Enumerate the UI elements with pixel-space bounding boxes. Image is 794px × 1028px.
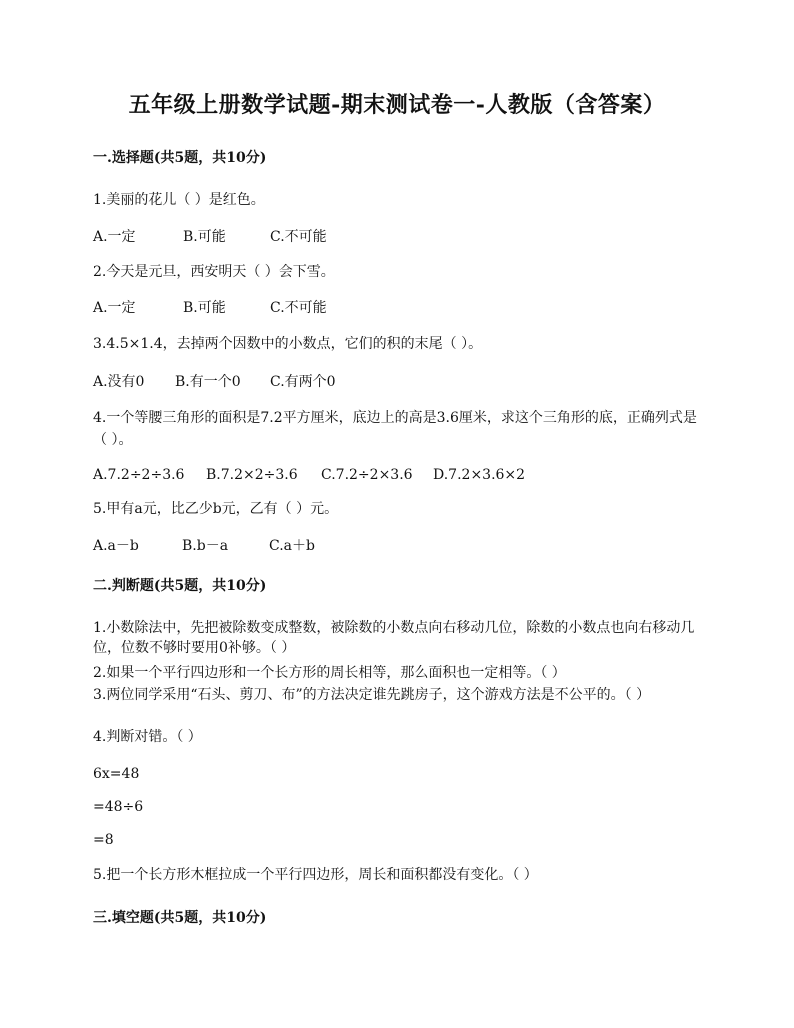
choice-question-5: 5.甲有a元，比乙少b元，乙有（ ）元。 [93,501,339,517]
choice-options-5 [93,536,713,556]
option-b: B.b－a [182,538,229,554]
option-a: A.没有0 [93,374,145,390]
option-b: B.可能 [183,229,226,245]
choice-options-1 [93,227,713,247]
choice-options-4 [93,465,713,485]
option-a: A.一定 [93,300,136,316]
option-c: C.有两个0 [270,374,336,390]
judgement-question-1: 1.小数除法中，先把被除数变成整数，被除数的小数点向右移动几位，除数的小数点也向右移动几位，位数不够时要用0补够。（ ） [93,620,695,656]
option-c: C.7.2÷2×3.6 [321,467,413,483]
choice-question-1: 1.美丽的花儿（ ）是红色。 [93,192,265,208]
page-title: 五年级上册数学试题-期末测试卷一-人教版（含答案） [128,92,666,118]
judgement-question-2: 2.如果一个平行四边形和一个长方形的周长相等，那么面积也一定相等。（ ） [93,665,566,681]
section-heading-judgement: 二.判断题(共5题，共10分) [93,578,267,594]
option-a: A.a－b [93,538,139,554]
choice-question-2: 2.今天是元旦，西安明天（ ）会下雪。 [93,264,335,280]
option-b: B.7.2×2÷3.6 [206,467,298,483]
option-c: C.不可能 [270,300,327,316]
judgement-question-5: 5.把一个长方形木框拉成一个平行四边形，周长和面积都没有变化。（ ） [93,867,538,883]
option-c: C.a＋b [269,538,315,554]
option-a: A.一定 [93,229,136,245]
option-a: A.7.2÷2÷3.6 [93,467,185,483]
option-b: B.有一个0 [175,374,241,390]
option-b: B.可能 [183,300,226,316]
judgement-question-4: 4.判断对错。（ ） [93,729,202,745]
choice-options-2 [93,298,713,318]
choice-options-3 [93,372,713,392]
equation-step-1: 6x=48 [93,766,140,782]
section-heading-fill-in: 三.填空题(共5题，共10分) [93,910,267,926]
judgement-question-3: 3.两位同学采用“石头、剪刀、布”的方法决定谁先跳房子，这个游戏方法是不公平的。（ ） [93,687,651,703]
choice-question-3: 3.4.5×1.4，去掉两个因数中的小数点，它们的积的末尾（ ）。 [93,336,483,352]
equation-step-3: =8 [93,832,114,848]
option-c: C.不可能 [270,229,327,245]
section-heading-choice: 一.选择题(共5题，共10分) [93,150,267,166]
equation-step-2: =48÷6 [93,799,144,815]
choice-question-4: 4.一个等腰三角形的面积是7.2平方厘米，底边上的高是3.6厘米，求这个三角形的底，正确列式是（ ）。 [93,410,697,448]
option-d: D.7.2×3.6×2 [433,467,526,483]
